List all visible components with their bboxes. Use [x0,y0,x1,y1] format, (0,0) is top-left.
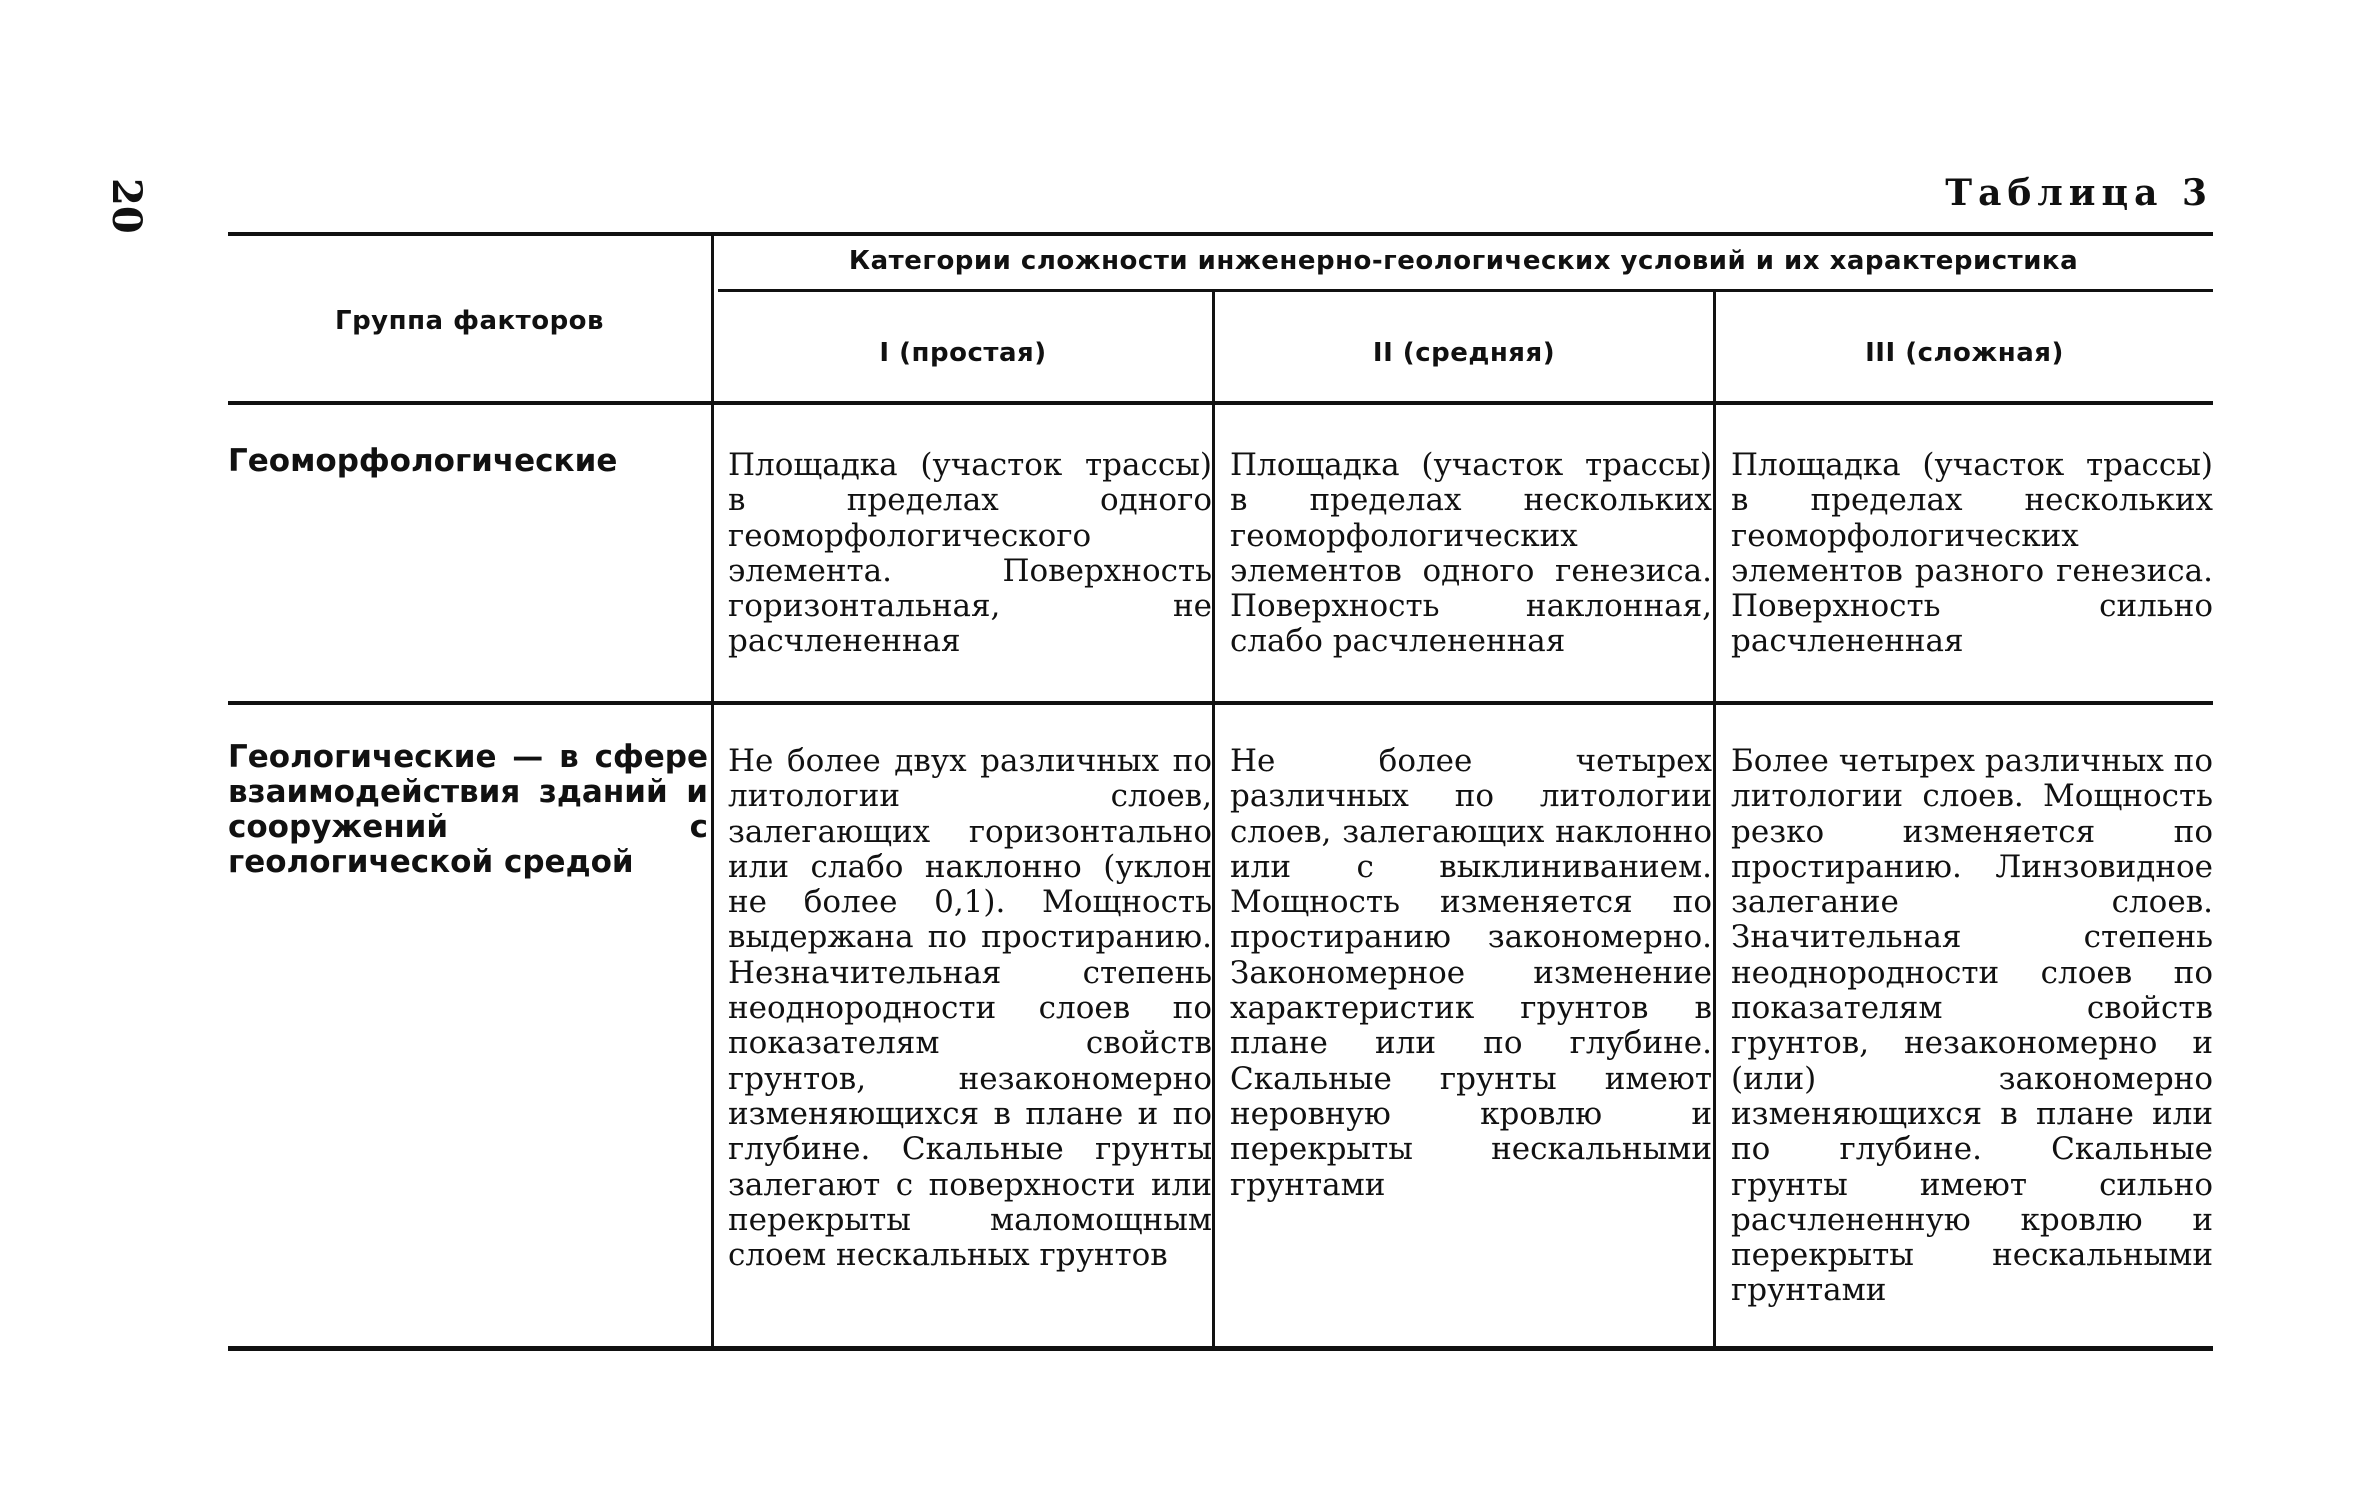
category-header-3: III (сложная) [1865,338,2064,368]
span-header: Категории сложности инженерно-геологических условий и их характеристика [848,246,2079,276]
table-bottom-rule [228,1346,2213,1351]
row2-category2-cell: Не более четырех различных по литологии слоев, залегающих наклонно или с выклиниванием. Мощность изменяется по простиранию закономерно. Закономерное изменение характеристик грунтов в плане или по глубине. Скальные грунты имеют неровную кровлю и перекрыты нескальными грунтами [1230,743,1712,1203]
header-bottom-rule [228,401,2213,405]
table-caption: Таблица 3 [1945,172,2213,214]
row1-category3-cell: Площадка (участок трассы) в пределах нескольких геоморфологических элементов разного генезиса. Поверхность сильно расчлененная [1731,447,2213,660]
row2-category3-cell: Более четырех различных по литологии слоев. Мощность резко изменяется по простиранию. Линзовидное залегание слоев. Значительная степень неоднородности слоев по показателям свойств грунтов, незакономерно и (или) закономерно изменяющихся в плане или по глубине. Скальные грунты имеют сильно расчлененную кровлю и перекрыты нескальными грунтами [1731,743,2213,1309]
row-label-geological: Геологические — в сфере взаимодействия зданий и сооружений с геологической средой [228,739,708,880]
group-column-divider [711,236,714,1346]
row-divider-rule [228,701,2213,705]
category-header-1: I (простая) [879,338,1047,368]
group-column-header: Группа факторов [335,306,604,336]
category-header-2: II (средняя) [1372,338,1556,368]
category-divider-1 [1212,292,1215,1346]
page-number: 20 [103,178,150,234]
category-divider-2 [1713,292,1716,1346]
row-label-geomorphological: Геоморфологические [228,443,618,479]
row1-category2-cell: Площадка (участок трассы) в пределах нескольких геоморфологических элементов одного генезиса. Поверхность наклонная, слабо расчлененная [1230,447,1712,660]
span-header-rule [718,289,2213,292]
table-top-rule [228,232,2213,236]
row1-category1-cell: Площадка (участок трассы) в пределах одного геоморфологического элемента. Поверхность горизонтальная, не расчлененная [728,447,1212,660]
row2-category1-cell: Не более двух различных по литологии слоев, залегающих горизонтально или слабо наклонно (уклон не более 0,1). Мощность выдержана по простиранию. Незначительная степень неоднородности слоев по показателям свойств грунтов, незакономерно изменяющихся в плане и по глубине. Скальные грунты залегают с поверхности или перекрыты маломощным слоем нескальных грунтов [728,743,1212,1274]
